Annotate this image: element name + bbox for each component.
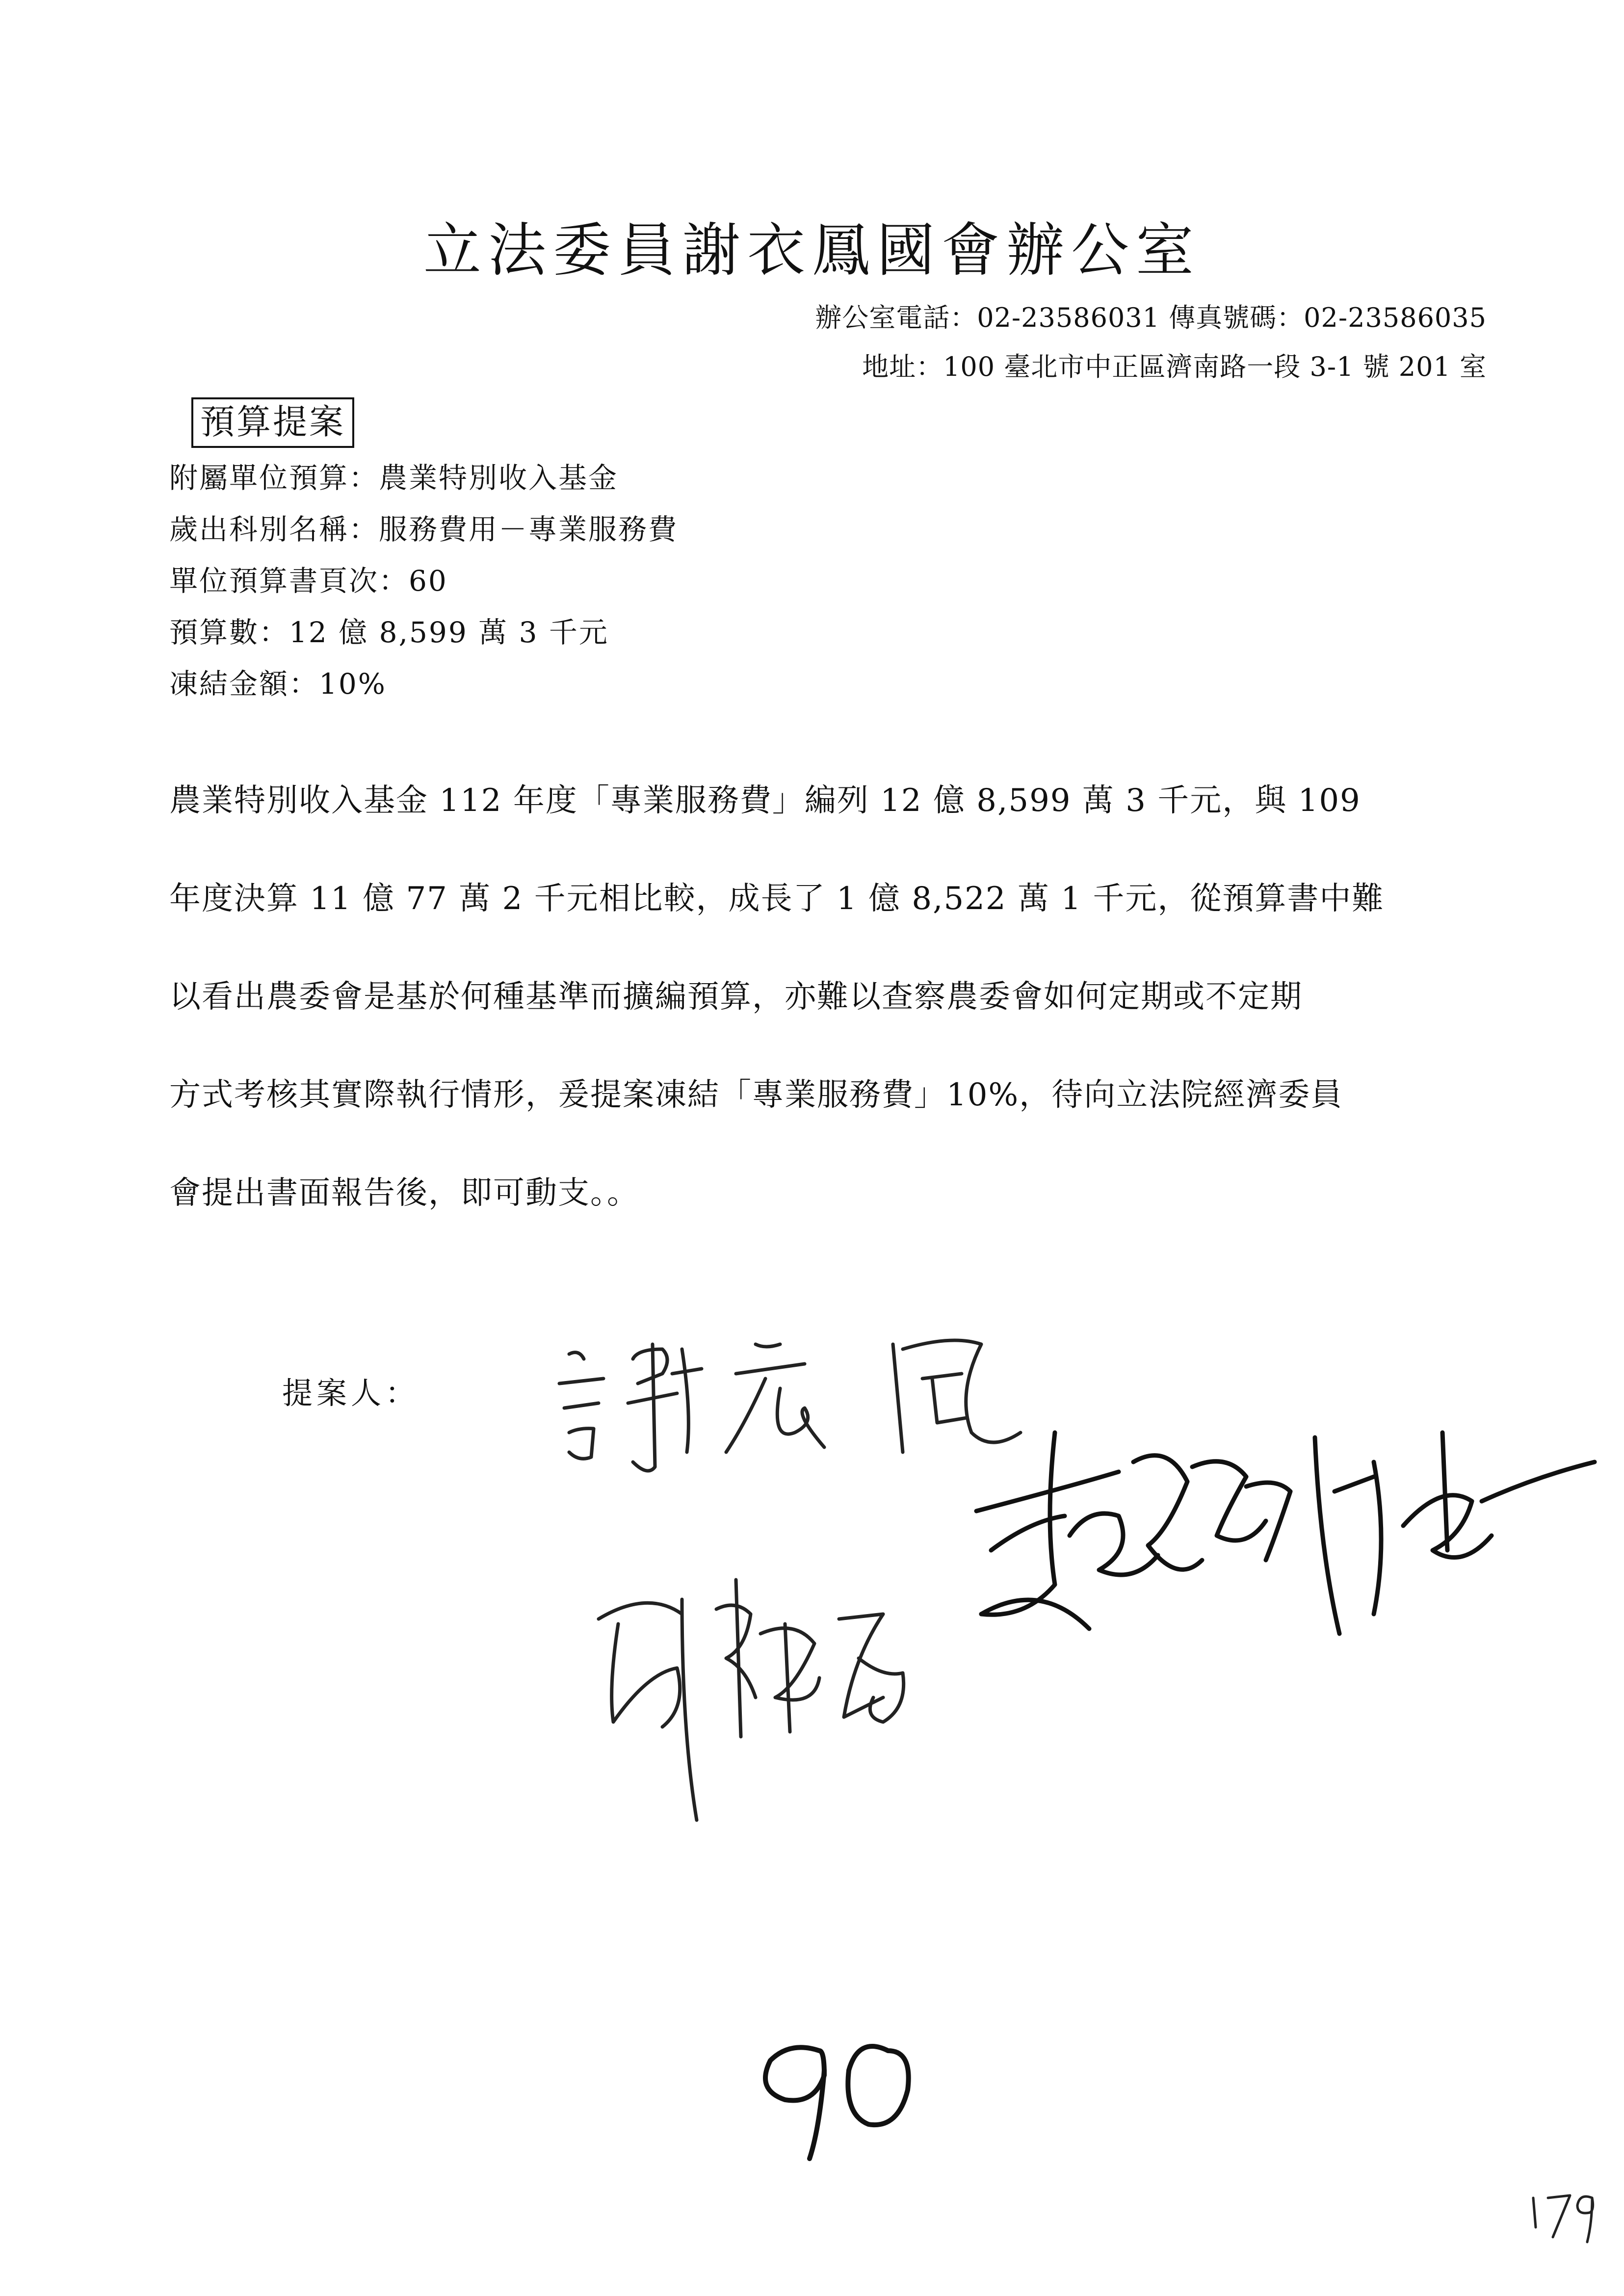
meta-freeze: 凍結金額：10% (169, 667, 387, 701)
body-line: 會提出書面報告後，即可動支。。 (169, 1175, 639, 1211)
body-line: 農業特別收入基金 112 年度「專業服務費」編列 12 億 8,599 萬 3 千元，與 109 (169, 783, 1361, 819)
handwritten-number-large (751, 2031, 917, 2164)
body-line: 以看出農委會是基於何種基準而擴編預算，亦難以查察農委會如何定期或不定期 (169, 979, 1303, 1015)
proposer-label: 提案人： (282, 1375, 420, 1411)
body-line: 方式考核其實際執行情形，爰提案凍結「專業服務費」10%，待向立法院經濟委員 (169, 1077, 1343, 1113)
body-line: 年度決算 11 億 77 萬 2 千元相比較，成長了 1 億 8,522 萬 1 千元，從預算書中難 (169, 881, 1385, 917)
contact-phone-fax: 辦公室電話：02-23586031 傳真號碼：02-23586035 (815, 302, 1487, 333)
meta-unit: 附屬單位預算：農業特別收入基金 (169, 461, 619, 495)
contact-address: 地址：100 臺北市中正區濟南路一段 3-1 號 201 室 (862, 351, 1487, 382)
signature-2 (589, 1560, 932, 1835)
meta-amount: 預算數：12 億 8,599 萬 3 千元 (169, 616, 609, 649)
proposal-type-tag: 預算提案 (191, 397, 354, 448)
signature-3 (971, 1423, 1609, 1678)
signature-1 (550, 1315, 1030, 1477)
page-title: 立法委員謝衣鳳國會辦公室 (423, 216, 1201, 284)
meta-item: 歲出科別名稱：服務費用－專業服務費 (169, 513, 679, 546)
meta-page: 單位預算書頁次：60 (169, 564, 448, 598)
handwritten-number-small (1526, 2188, 1604, 2247)
